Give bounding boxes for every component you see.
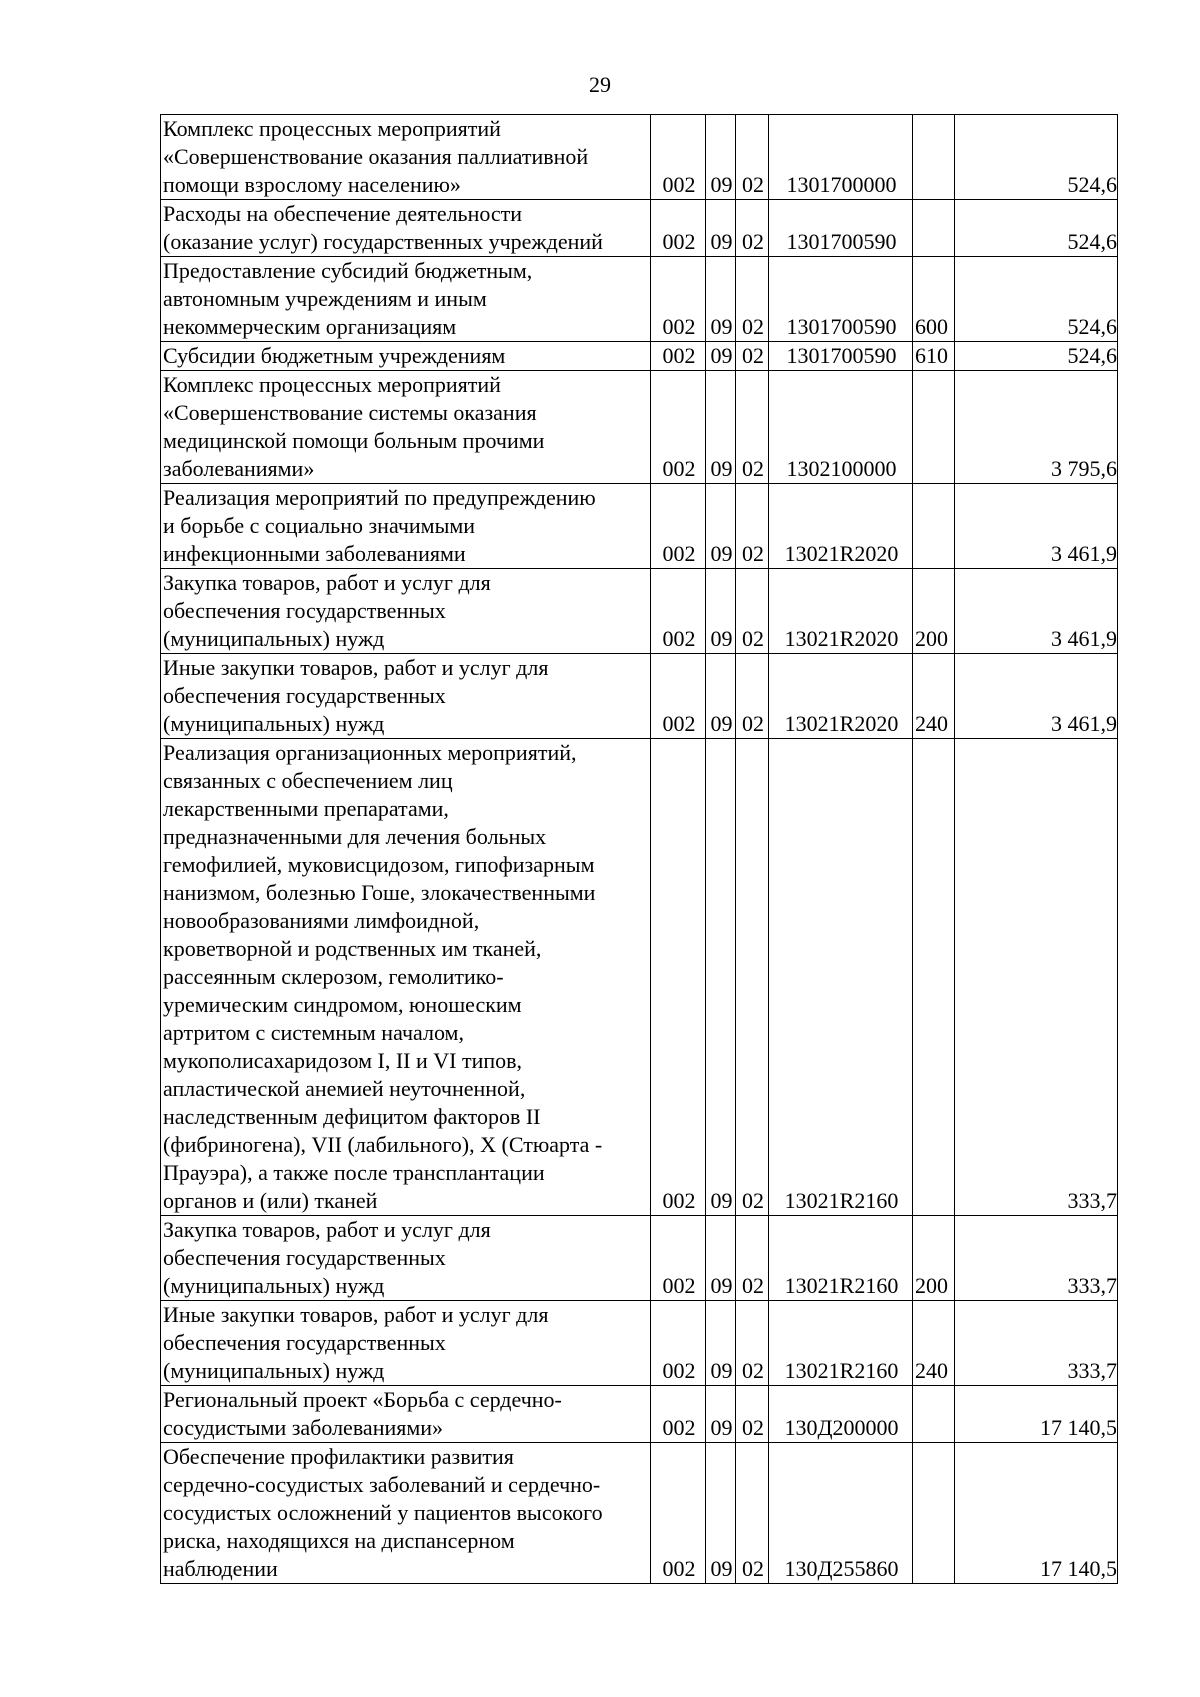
cell-target-article: 130Д255860 (769, 1443, 913, 1584)
table-row (161, 569, 1118, 654)
cell-amount: 3 795,6 (955, 371, 1118, 484)
name-line: обеспечения государственных (163, 683, 446, 708)
name-line: наблюдении (163, 1556, 278, 1581)
name-line: Комплекс процессных мероприятий (163, 116, 501, 141)
cell-subsection: 02 (736, 569, 769, 654)
table-row (161, 654, 1118, 739)
name-line: органов и (или) тканей (163, 1188, 378, 1213)
name-line: помощи взрослому населению» (163, 172, 461, 197)
cell-section: 09 (706, 342, 736, 371)
cell-amount: 524,6 (955, 200, 1118, 257)
name-line: новообразованиями лимфоидной, (163, 908, 480, 933)
name-line: сосудистых осложнений у пациентов высокого (163, 1500, 603, 1525)
cell-section: 09 (706, 1443, 736, 1584)
name-line: заболеваниями» (163, 456, 315, 481)
cell-name (161, 1386, 651, 1443)
cell-ved: 002 (651, 371, 706, 484)
name-line: Комплекс процессных мероприятий (163, 372, 501, 397)
cell-section: 09 (706, 569, 736, 654)
cell-ved: 002 (651, 1386, 706, 1443)
cell-amount: 524,6 (955, 115, 1118, 200)
cell-name (161, 1301, 651, 1386)
name-line: уремическим синдромом, юношеским (163, 992, 522, 1017)
cell-subsection: 02 (736, 1386, 769, 1443)
cell-amount: 17 140,5 (955, 1443, 1118, 1584)
cell-target-article: 13021R2160 (769, 1216, 913, 1301)
cell-amount: 3 461,9 (955, 484, 1118, 569)
name-line: артритом с системным началом, (163, 1020, 464, 1045)
cell-section: 09 (706, 257, 736, 342)
name-line: связанных с обеспечением лиц (163, 768, 453, 793)
cell-name (161, 371, 651, 484)
table-row (161, 200, 1118, 257)
cell-subsection: 02 (736, 200, 769, 257)
table-row (161, 739, 1118, 1216)
cell-amount: 17 140,5 (955, 1386, 1118, 1443)
cell-target-article: 1301700590 (769, 200, 913, 257)
table-row (161, 371, 1118, 484)
cell-subsection: 02 (736, 1216, 769, 1301)
cell-expense-type: 200 (913, 569, 955, 654)
table-row (161, 115, 1118, 200)
name-line: кроветворной и родственных им тканей, (163, 936, 542, 961)
name-line: Реализация мероприятий по предупреждению (163, 485, 596, 510)
cell-section: 09 (706, 1216, 736, 1301)
cell-target-article: 1301700590 (769, 342, 913, 371)
cell-ved: 002 (651, 569, 706, 654)
cell-subsection: 02 (736, 115, 769, 200)
table-row (161, 1443, 1118, 1584)
name-line: и борьбе с социально значимыми (163, 513, 476, 538)
name-line: Закупка товаров, работ и услуг для (163, 1217, 491, 1242)
name-line: сосудистыми заболеваниями» (163, 1415, 444, 1440)
cell-target-article: 13021R2020 (769, 569, 913, 654)
name-line: Расходы на обеспечение деятельности (163, 201, 523, 226)
cell-expense-type (913, 1386, 955, 1443)
cell-expense-type (913, 371, 955, 484)
cell-name (161, 654, 651, 739)
cell-ved: 002 (651, 1443, 706, 1584)
cell-ved: 002 (651, 200, 706, 257)
name-line: (муниципальных) нужд (163, 1273, 385, 1298)
name-line: Иные закупки товаров, работ и услуг для (163, 1302, 549, 1327)
cell-section: 09 (706, 739, 736, 1216)
name-line: рассеянным склерозом, гемолитико- (163, 964, 504, 989)
name-line: риска, находящихся на диспансерном (163, 1528, 515, 1553)
cell-ved: 002 (651, 484, 706, 569)
cell-section: 09 (706, 654, 736, 739)
cell-section: 09 (706, 115, 736, 200)
page-number: 29 (589, 72, 611, 97)
name-line: «Совершенствование оказания паллиативной (163, 144, 589, 169)
name-line: автономным учреждениям и иным (163, 286, 487, 311)
cell-subsection: 02 (736, 484, 769, 569)
name-line: медицинской помощи больным прочими (163, 428, 545, 453)
cell-amount: 333,7 (955, 1301, 1118, 1386)
name-line: некоммерческим организациям (163, 314, 457, 339)
name-line: сердечно-сосудистых заболеваний и сердечно- (163, 1472, 601, 1497)
name-line: Предоставление субсидий бюджетным, (163, 258, 533, 283)
table-row (161, 1301, 1118, 1386)
name-line: (муниципальных) нужд (163, 1358, 385, 1383)
cell-target-article: 1301700590 (769, 257, 913, 342)
cell-section: 09 (706, 1301, 736, 1386)
name-line: Иные закупки товаров, работ и услуг для (163, 655, 549, 680)
cell-ved: 002 (651, 739, 706, 1216)
cell-ved: 002 (651, 342, 706, 371)
name-line: инфекционными заболеваниями (163, 541, 466, 566)
cell-name (161, 1216, 651, 1301)
cell-amount: 3 461,9 (955, 654, 1118, 739)
name-line: лекарственными препаратами, (163, 796, 449, 821)
name-line: (муниципальных) нужд (163, 626, 385, 651)
cell-ved: 002 (651, 257, 706, 342)
cell-name (161, 115, 651, 200)
name-line: Реализация организационных мероприятий, (163, 740, 577, 765)
cell-ved: 002 (651, 654, 706, 739)
cell-section: 09 (706, 371, 736, 484)
cell-name (161, 1443, 651, 1584)
table-row (161, 342, 1118, 371)
cell-section: 09 (706, 484, 736, 569)
cell-expense-type: 600 (913, 257, 955, 342)
name-line: Субсидии бюджетным учреждениям (163, 343, 506, 368)
name-line: (фибриногена), VII (лабильного), X (Стюарта - (163, 1132, 603, 1157)
table-row (161, 1386, 1118, 1443)
name-line: обеспечения государственных (163, 1245, 446, 1270)
cell-expense-type (913, 484, 955, 569)
cell-subsection: 02 (736, 654, 769, 739)
cell-target-article: 13021R2160 (769, 739, 913, 1216)
name-line: Прауэра), а также после трансплантации (163, 1160, 545, 1185)
cell-name (161, 257, 651, 342)
name-line: предназначенными для лечения больных (163, 824, 547, 849)
name-line: обеспечения государственных (163, 1330, 446, 1355)
cell-section: 09 (706, 200, 736, 257)
cell-amount: 333,7 (955, 1216, 1118, 1301)
name-line: «Совершенствование системы оказания (163, 400, 537, 425)
cell-expense-type (913, 200, 955, 257)
cell-expense-type (913, 1443, 955, 1584)
cell-target-article: 1301700000 (769, 115, 913, 200)
name-line: Региональный проект «Борьба с сердечно- (163, 1387, 562, 1412)
cell-expense-type: 610 (913, 342, 955, 371)
cell-amount: 3 461,9 (955, 569, 1118, 654)
cell-target-article: 13021R2020 (769, 654, 913, 739)
cell-section: 09 (706, 1386, 736, 1443)
name-line: гемофилией, муковисцидозом, гипофизарным (163, 852, 595, 877)
name-line: апластической анемией неуточненной, (163, 1076, 526, 1101)
table-row (161, 1216, 1118, 1301)
cell-expense-type: 240 (913, 654, 955, 739)
name-line: (оказание услуг) государственных учреждений (163, 229, 603, 254)
name-line: мукополисахаридозом I, II и VI типов, (163, 1048, 523, 1073)
cell-expense-type: 200 (913, 1216, 955, 1301)
cell-subsection: 02 (736, 371, 769, 484)
cell-name (161, 200, 651, 257)
cell-amount: 524,6 (955, 342, 1118, 371)
cell-amount: 524,6 (955, 257, 1118, 342)
name-line: обеспечения государственных (163, 598, 446, 623)
cell-subsection: 02 (736, 1301, 769, 1386)
cell-ved: 002 (651, 115, 706, 200)
cell-subsection: 02 (736, 1443, 769, 1584)
name-line: (муниципальных) нужд (163, 711, 385, 736)
cell-ved: 002 (651, 1301, 706, 1386)
cell-name (161, 342, 651, 371)
name-line: наследственным дефицитом факторов II (163, 1104, 541, 1129)
cell-target-article: 13021R2160 (769, 1301, 913, 1386)
cell-subsection: 02 (736, 257, 769, 342)
cell-target-article: 1302100000 (769, 371, 913, 484)
cell-name (161, 569, 651, 654)
cell-target-article: 13021R2020 (769, 484, 913, 569)
cell-ved: 002 (651, 1216, 706, 1301)
budget-table (160, 114, 1118, 1584)
cell-amount: 333,7 (955, 739, 1118, 1216)
cell-target-article: 130Д200000 (769, 1386, 913, 1443)
cell-subsection: 02 (736, 342, 769, 371)
cell-expense-type (913, 115, 955, 200)
name-line: нанизмом, болезнью Гоше, злокачественными (163, 880, 596, 905)
cell-subsection: 02 (736, 739, 769, 1216)
table-row (161, 484, 1118, 569)
cell-name (161, 484, 651, 569)
cell-name (161, 739, 651, 1216)
name-line: Обеспечение профилактики развития (163, 1444, 514, 1469)
cell-expense-type: 240 (913, 1301, 955, 1386)
cell-expense-type (913, 739, 955, 1216)
table-row (161, 257, 1118, 342)
name-line: Закупка товаров, работ и услуг для (163, 570, 491, 595)
